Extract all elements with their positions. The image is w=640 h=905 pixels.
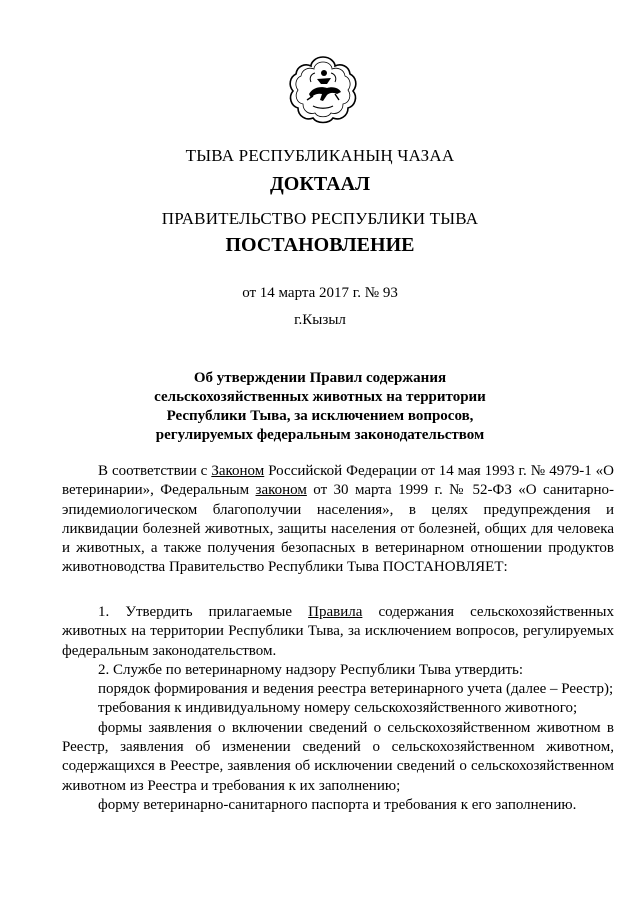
item-2-sub: форму ветеринарно-санитарного паспорта и требования к его заполнению. <box>98 796 577 813</box>
law-link-veterinary[interactable]: Законом <box>211 463 265 479</box>
preamble <box>62 462 614 578</box>
text-run: от 30 марта 1999 г. № 52-ФЗ «О санитарно-эпидемиологическом благополучии населения», в целях предупреждения и ликвидации болезней животных, защиты населения от болезней, общих для человека и животных, а также получения безопасных в ветеринарном отношении продуктов животноводства Правительство Республики Тыва ПОСТАНОВЛЯЕТ: <box>62 482 614 576</box>
text-run: 1. Утвердить прилагаемые <box>98 604 309 620</box>
text-run: содержания сельскохозяйственных животных на территории Республики Тыва, за исключением вопросов, регулируемых федеральным законодательством. <box>62 604 614 659</box>
item-2-sub: требования к индивидуальному номеру сельскохозяйственного животного; <box>98 700 578 717</box>
item-2-sub: формы заявления о включении сведений о сельскохозяйственном животном в Реестр, заявления об изменении сведений о сельскохозяйственном животном, содержащихся в Реестре, заявления об исключении сведений о сельскохозяйственном животном из Реестра и требования к их заполнению; <box>62 719 614 794</box>
item-2: 2. Службе по ветеринарному надзору Республики Тыва утвердить: <box>98 661 524 678</box>
text-run: В соответствии с <box>98 463 212 479</box>
title-line: регулируемых федеральным законодательством <box>155 427 485 443</box>
title-line: сельскохозяйственных животных на территории <box>154 389 486 405</box>
header-russian-government: ПРАВИТЕЛЬСТВО РЕСПУБЛИКИ ТЫВА <box>161 209 479 228</box>
header-tuvan-government: ТЫВА РЕСПУБЛИКАНЫҢ ЧАЗАА <box>185 146 455 165</box>
tuva-coat-of-arms-icon <box>287 54 359 126</box>
law-link-sanitary[interactable]: законом <box>255 482 307 499</box>
rules-link[interactable]: Правила <box>308 604 363 620</box>
item-2-sub: порядок формирования и ведения реестра ветеринарного учета (далее – Реестр); <box>98 681 614 698</box>
preamble-paragraph <box>62 462 614 578</box>
document-city: г.Кызыл <box>294 312 346 328</box>
title-line: Республики Тыва, за исключением вопросов, <box>166 408 474 424</box>
title-line: Об утверждении Правил содержания <box>193 370 447 386</box>
decree-items <box>62 603 614 815</box>
text-run: Российской Федерации от 14 мая 1993 г. № 4979-1 «О ветеринарии», Федеральным <box>62 463 614 499</box>
header-tuvan-decree: ДОКТААЛ <box>270 173 370 195</box>
document-date: от 14 марта 2017 г. № 93 <box>242 285 398 301</box>
item-1 <box>62 603 614 661</box>
header-russian-decree: ПОСТАНОВЛЕНИЕ <box>225 234 415 256</box>
document-title <box>0 369 640 445</box>
